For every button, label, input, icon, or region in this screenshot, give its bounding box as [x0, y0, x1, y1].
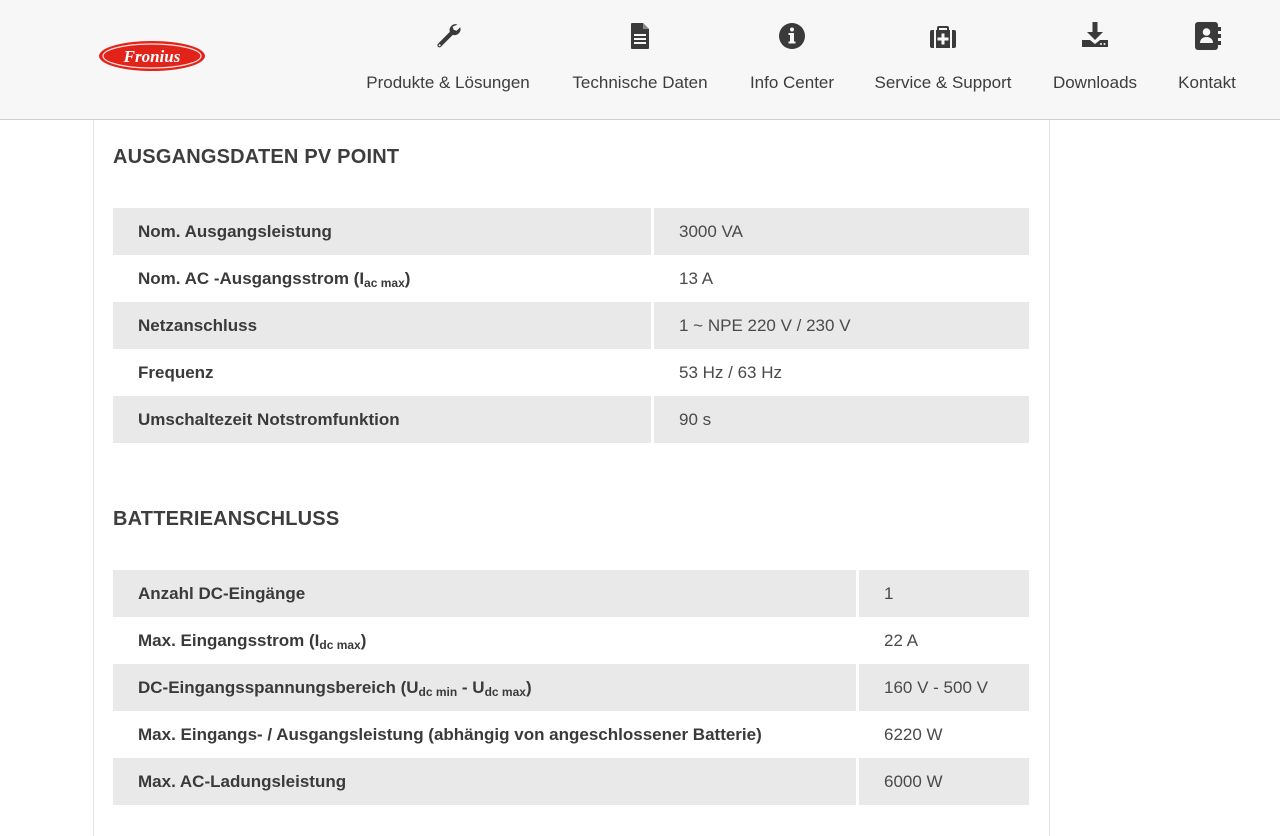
- nav-label: Info Center: [749, 73, 835, 92]
- spec-key: Max. Eingangs- / Ausgangsleistung (abhängig von angeschlossener Batterie): [113, 711, 859, 758]
- table-row: [113, 302, 1029, 349]
- spec-key-end: ): [525, 677, 532, 697]
- table-row: [113, 349, 1029, 396]
- section-title-batterieanschluss: BATTERIEANSCHLUSS: [113, 508, 340, 530]
- spec-key-mid: - U: [457, 677, 485, 697]
- table-row: [113, 617, 1029, 664]
- spec-key-text: DC-Eingangsspannungsbereich (U: [138, 677, 419, 697]
- spec-key-text: Max. Eingangsstrom (I: [138, 630, 320, 650]
- spec-value: 13 A: [679, 268, 714, 288]
- spec-key-subscript: dc min: [418, 684, 458, 699]
- spec-key-subscript: dc max: [484, 684, 526, 699]
- spec-value: 160 V - 500 V: [859, 664, 1029, 711]
- spec-value: 1 ~ NPE 220 V / 230 V: [654, 302, 1029, 349]
- table-row: [113, 570, 1029, 617]
- document-icon: [624, 20, 656, 52]
- spec-value: 1: [859, 570, 1029, 617]
- spec-key: Max. AC-Ladungsleistung: [113, 758, 859, 805]
- spec-key-subscript: ac max: [364, 275, 405, 290]
- table-row: [113, 396, 1029, 443]
- spec-table-batterieanschluss: [113, 570, 1029, 805]
- spec-key: [113, 255, 654, 302]
- nav-info-center[interactable]: [740, 0, 844, 119]
- table-row: [113, 255, 1029, 302]
- spec-key-text: Nom. AC -Ausgangsstrom (I: [138, 268, 365, 288]
- nav-label: Downloads: [1052, 73, 1138, 92]
- spec-key-end: ): [360, 630, 367, 650]
- spec-key: [113, 617, 859, 664]
- spec-key: Frequenz: [113, 349, 654, 396]
- spec-key: Nom. Ausgangsleistung: [113, 208, 654, 255]
- nav-label: Service & Support: [874, 73, 1012, 92]
- fronius-logo-icon: [98, 40, 206, 72]
- nav-technische-daten[interactable]: [562, 0, 718, 119]
- spec-value: 6220 W: [884, 724, 943, 744]
- spec-value: 3000 VA: [654, 208, 1029, 255]
- spec-key-end: ): [404, 268, 411, 288]
- fronius-logo[interactable]: [98, 40, 206, 72]
- table-row: [113, 208, 1029, 255]
- spec-key: Umschaltezeit Notstromfunktion: [113, 396, 654, 443]
- info-icon: [776, 20, 808, 52]
- spec-key: [113, 664, 859, 711]
- nav-kontakt[interactable]: [1168, 0, 1246, 119]
- spec-table-ausgangsdaten: [113, 208, 1029, 443]
- nav-downloads[interactable]: [1043, 0, 1147, 119]
- spec-key: Anzahl DC-Eingänge: [113, 570, 859, 617]
- site-header: [0, 0, 1280, 120]
- section-title-ausgangsdaten: AUSGANGSDATEN PV POINT: [113, 146, 400, 168]
- first-aid-kit-icon: [927, 20, 959, 52]
- nav-label: Technische Daten: [572, 73, 708, 92]
- spec-value: 22 A: [884, 630, 919, 650]
- nav-label: Kontakt: [1178, 73, 1236, 92]
- spec-key: Netzanschluss: [113, 302, 654, 349]
- nav-label: Produkte & Lösungen: [366, 73, 530, 92]
- spec-value: 53 Hz / 63 Hz: [679, 362, 782, 382]
- spec-value: 90 s: [654, 396, 1029, 443]
- download-icon: [1079, 20, 1111, 52]
- wrench-icon: [432, 20, 464, 52]
- spec-key-subscript: dc max: [319, 637, 361, 652]
- logo-text: Fronius: [123, 47, 181, 66]
- table-row: [113, 711, 1029, 758]
- contact-book-icon: [1191, 20, 1223, 52]
- table-row: [113, 758, 1029, 805]
- nav-service-support[interactable]: [866, 0, 1020, 119]
- table-row: [113, 664, 1029, 711]
- nav-produkte-loesungen[interactable]: [357, 0, 539, 119]
- spec-value: 6000 W: [859, 758, 1029, 805]
